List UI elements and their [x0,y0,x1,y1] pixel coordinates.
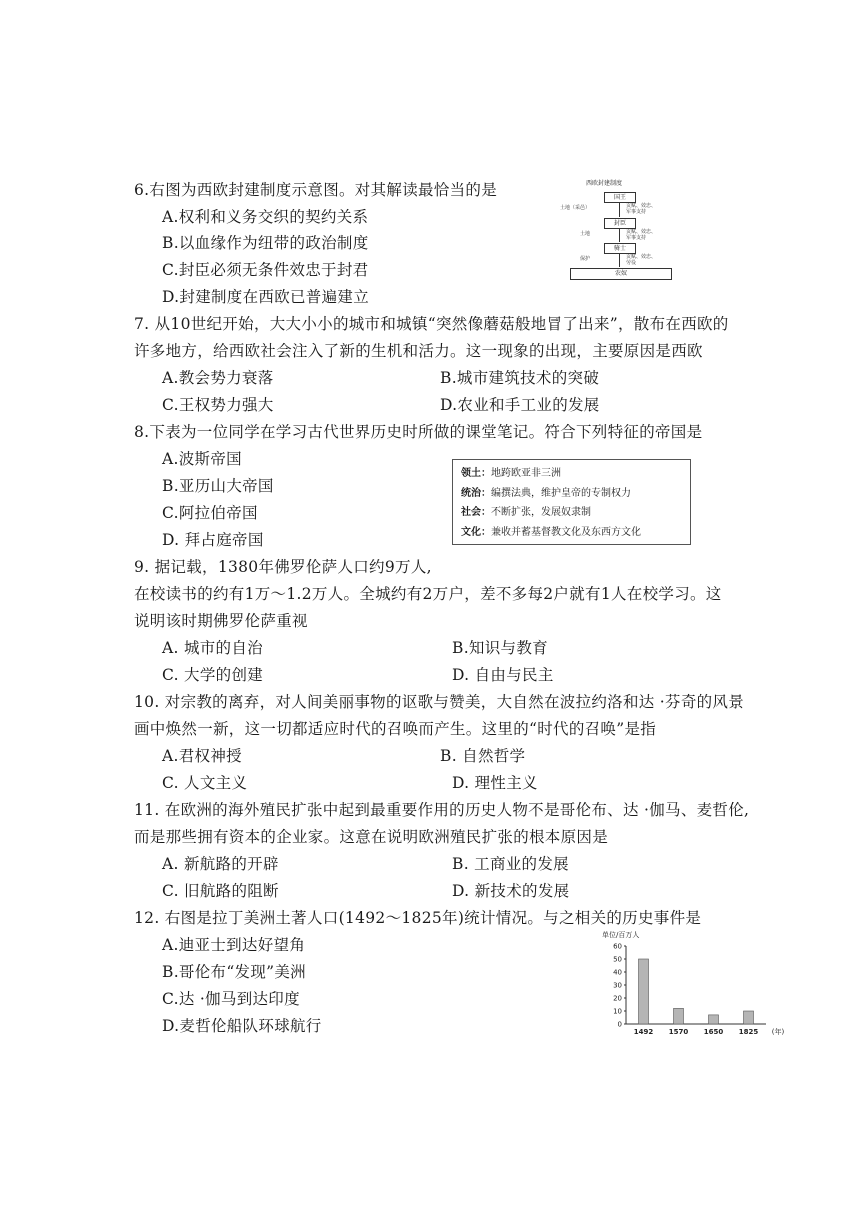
q7-stem-line1: 7. 从10世纪开始，大大小小的城市和城镇“突然像蘑菇般地冒了出来”，散布在西欧的 [134,315,729,333]
q10-stem-line2: 画中焕然一新，这一切都适应时代的召唤而产生。这里的“时代的召唤”是指 [134,720,657,738]
q8-option-c: C.阿拉伯帝国 [162,504,258,522]
feudal-diagram [558,180,698,292]
q12-option-d: D.麦哲伦船队环球航行 [162,1017,322,1035]
bar [709,1015,719,1024]
q12-stem: 12. 右图是拉丁美洲土著人口(1492～1825年)统计情况。与之相关的历史事件是 [134,909,702,927]
bar [639,959,649,1024]
feudal-arrow [619,202,620,217]
feudal-arrow [619,228,620,242]
feudal-left-label: 保护 [580,256,591,262]
q9-option-c: C. 大学的创建 [162,666,264,684]
x-axis-label: (年) [771,1028,785,1036]
notes-text: 不断扩张，发展奴隶制 [491,507,591,518]
notes-row [461,503,682,523]
feudal-level-vassal: 封臣 [604,218,636,229]
feudal-diagram-title: 西欧封建制度 [586,180,623,187]
class-notes-table [452,459,691,545]
notes-text: 兼收并蓄基督教文化及东西方文化 [491,526,641,538]
feudal-level-king: 国王 [604,192,636,203]
q10-option-a: A.君权神授 [162,747,242,765]
q9-stem-line2: 在校读书的约有1万～1.2万人。全城约有2万户，差不多每2户就有1人在校学习。这 [134,585,722,603]
q6-option-a: A.权利和义务交织的契约关系 [162,208,369,226]
notes-text: 地跨欧亚非三洲 [491,468,561,479]
q11-stem-line2: 而是那些拥有资本的企业家。这意在说明欧洲殖民扩张的根本原因是 [134,828,609,846]
x-tick-label: 1492 [633,1028,654,1036]
q11-option-b: B. 工商业的发展 [452,855,569,873]
notes-row [461,484,682,504]
q8-stem: 8.下表为一位同学在学习古代世界历史时所做的课堂笔记。符合下列特征的帝国是 [134,423,703,441]
q8-option-d: D. 拜占庭帝国 [162,531,264,549]
y-tick-label: 50 [613,955,622,964]
population-bar-chart [600,930,790,1040]
q9-option-d: D. 自由与民主 [452,666,554,684]
q9-stem-line3: 说明该时期佛罗伦萨重视 [134,612,308,630]
feudal-arrow [619,253,620,267]
x-tick-label: 1570 [668,1028,689,1036]
notes-key: 领土： [461,468,491,479]
y-tick-label: 60 [613,942,622,951]
feudal-left-label: 土地 [580,231,591,237]
bar [744,1011,754,1024]
q11-option-c: C. 旧航路的阻断 [162,882,279,900]
x-tick-label: 1650 [703,1028,724,1036]
q7-option-c: C.王权势力强大 [162,396,274,414]
feudal-right-label: 贡赋、效忠、军事支持 [626,229,657,241]
q10-stem-line1: 10. 对宗教的离弃，对人间美丽事物的讴歌与赞美，大自然在波拉约洛和达 ·芬奇的风景 [134,693,745,711]
feudal-left-label: 土地（采邑） [560,205,591,211]
y-tick-label: 30 [613,981,622,990]
q6-option-b: B.以血缘作为纽带的政治制度 [162,234,369,252]
notes-text: 编撰法典，维护皇帝的专制权力 [491,487,631,499]
q9-option-b: B.知识与教育 [452,639,548,657]
q10-option-d: D. 理性主义 [452,774,538,792]
q8-option-b: B.亚历山大帝国 [162,477,274,495]
notes-row [461,523,682,543]
q8-option-a: A.波斯帝国 [162,450,242,468]
q10-option-b: B. 自然哲学 [440,747,526,765]
bar [674,1008,684,1024]
y-tick-label: 40 [613,968,622,977]
q10-option-c: C. 人文主义 [162,774,248,792]
q9-stem-line1: 9. 据记载，1380年佛罗伦萨人口约9万人, [134,558,432,576]
q7-option-d: D.农业和手工业的发展 [440,396,600,414]
q11-option-d: D. 新技术的发展 [452,882,570,900]
q12-option-b: B.哥伦布“发现”美洲 [162,963,306,981]
q7-stem-line2: 许多地方，给西欧社会注入了新的生机和活力。这一现象的出现，主要原因是西欧 [134,342,703,360]
q11-option-a: A. 新航路的开辟 [162,855,279,873]
q6-stem: 6.右图为西欧封建制度示意图。对其解读最恰当的是 [134,181,497,199]
q7-option-a: A.教会势力衰落 [162,369,274,387]
feudal-right-label: 贡赋、效忠、劳役 [626,254,657,266]
notes-row [461,464,682,484]
x-tick-label: 1825 [738,1028,759,1036]
feudal-right-label: 贡赋、效忠、军事支持 [626,203,657,215]
q6-option-d: D.封建制度在西欧已普遍建立 [162,288,370,306]
y-tick-label: 20 [613,994,622,1003]
notes-key: 统治： [461,487,491,499]
chart-plot [600,930,790,1040]
q12-option-a: A.迪亚士到达好望角 [162,936,306,954]
feudal-level-serf: 农奴 [570,268,672,280]
q7-option-b: B.城市建筑技术的突破 [440,369,600,387]
q6-option-c: C.封臣必须无条件效忠于封君 [162,261,369,279]
feudal-level-knight: 骑士 [604,243,636,254]
q9-option-a: A. 城市的自治 [162,639,263,657]
q11-stem-line1: 11. 在欧洲的海外殖民扩张中起到最重要作用的历史人物不是哥伦布、达 ·伽马、麦哲伦, [134,801,750,819]
chart-unit-label: 单位/百万人 [602,931,640,939]
q12-option-c: C.达 ·伽马到达印度 [162,990,300,1008]
y-tick-label: 0 [617,1020,622,1029]
notes-key: 文化： [461,526,491,538]
y-tick-label: 10 [613,1007,622,1016]
notes-key: 社会： [461,507,491,518]
